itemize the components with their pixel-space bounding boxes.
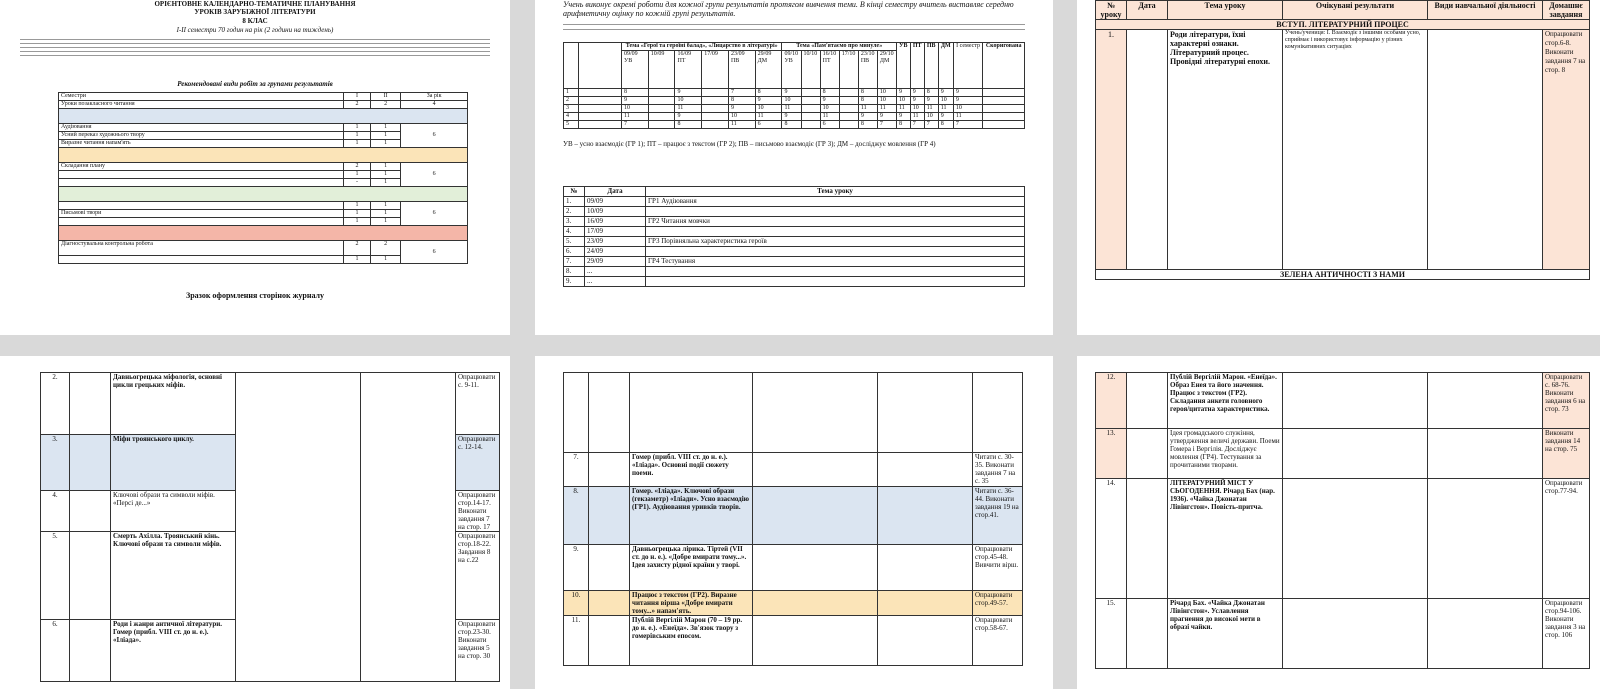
table-header: II	[370, 93, 400, 101]
page-2	[535, 0, 1053, 335]
lesson-topic: Давньогрецька міфологія, основні цикли грецьких міфів.	[111, 373, 236, 435]
homework: Опрацювати стор.6-8. Виконати завдання 7 на стор. 8	[1543, 30, 1590, 270]
page-5	[535, 356, 1053, 689]
table-row: 5. 23/09 ГР3 Порівняльна характеристика героїв	[564, 237, 1025, 247]
table-row: 7. 29/09 ГР4 Тестування	[564, 257, 1025, 267]
table-row: Усний переказ художнього твору	[59, 132, 344, 140]
homework: Опрацювати с. 9-11.	[456, 373, 500, 435]
table-row: Діагностувальна контрольна робота	[59, 241, 344, 256]
lesson-topic: Працює з текстом (ГР2). Виразне читання вірша «Добре вмирати тому...» напам'ять.	[630, 591, 753, 616]
page1-footer: Зразок оформлення сторінок журналу	[185, 291, 325, 300]
activities	[1428, 30, 1543, 270]
homework: Опрацювати с. 68-76. Виконати завдання 6 на стор. 73	[1543, 373, 1590, 429]
group-4-row	[59, 226, 468, 241]
group-1-row	[59, 109, 468, 124]
lesson-topic: Міфи троянського циклу.	[111, 435, 236, 491]
lesson-topic: Давньогрецька лірика. Тіртей (VII ст. до н. е.). «Добре вмирати тому...». Ідея захисту рідної країни у творі.	[630, 545, 753, 591]
expected-results: Учень/учениця: I. Взаємодіє з іншими особами усно, сприймає і використовує інформацію у різних комунікативних ситуаціях	[1283, 30, 1428, 270]
homework: Читати с. 36-44. Виконати завдання 19 на стор.41.	[973, 487, 1023, 545]
table-row: 4. 17/09	[564, 227, 1025, 237]
page1-semester: I-II семестри 70 годин на рік (2 години на тиждень)	[176, 26, 334, 34]
table-row: 2. 10/09	[564, 207, 1025, 217]
lesson-topic: Роди і жанри античної літератури. Гомер (прибл. VIII ст. до н. е.). «Іліада».	[111, 620, 236, 682]
table-header: I	[344, 93, 371, 101]
lesson-topic: Ідея громадського служіння, утвердження величі держави. Поеми Гомера і Вергілія. Досліджує мовлення (ГР4). Тестування за прочитаними творами.	[1168, 429, 1283, 479]
homework: Виконати завдання 14 на стор. 75	[1543, 429, 1590, 479]
page4-table: 2. Давньогрецька міфологія, основні цикли грецьких міфів. Опрацювати с. 9-11. 3. Міфи троянського циклу. Опрацювати с. 12-14. 4. Ключові образи та символи міфів. «Персі де...» Опрацювати стор.14-17. Виконати завдання 7 на стор. 17 5. Смерть Ахілла. Троянський кінь. Ключові образи та символи міфів. Опрацювати стор.18-22. Завдання 8 на с.22 6. Роди і жанри античної літератури. Гомер (прибл. VIII ст. до н. е.). «Іліада». Опрацювати стор.23-30. Виконати завдання 5 на стор. 30	[40, 372, 500, 682]
table-row: 1. 09/09 ГР1 Аудіювання	[564, 197, 1025, 207]
lesson-topic: Публій Вергілій Марон (70 – 19 рр. до н. е.). «Енеїда». Зв'язок твору з гомерівським епосом.	[630, 616, 753, 666]
page-4	[0, 356, 510, 689]
page2-intro: Учень виконує окремі роботи для кожної групи результатів протягом вивчення теми. В кінці семестру вчитель виставляє середню арифметичну оцінку по кожній групі результатів.	[563, 0, 1014, 18]
lesson-topic: Ключові образи та символи міфів. «Персі де...»	[111, 491, 236, 532]
lesson-topic: Річард Бах. «Чайка Джонатан Лівінгстон». Уславлення прагнення до високої мети в образі чайки.	[1168, 599, 1283, 669]
homework: Опрацювати стор.45-48. Вивчити вірш.	[973, 545, 1023, 591]
section-heading: ЗЕЛЕНА АНТИЧНОСТІ З НАМИ	[1096, 270, 1590, 280]
table-row: Уроки позакласного читання	[59, 101, 344, 109]
page1-grade: 8 КЛАС	[242, 17, 268, 25]
homework: Читати с. 30-35. Виконати завдання 7 на с. 35	[973, 453, 1023, 487]
table-row: 6. 24/09	[564, 247, 1025, 257]
table-row: 3. 16/09 ГР2 Читання мовчки	[564, 217, 1025, 227]
page2-legend: УВ – усно взаємодіє (ГР 1); ПТ – працює з текстом (ГР 2); ПВ – письмово взаємодіє (ГР 3); ДМ – досліджує мовлення (ГР 4)	[563, 140, 936, 148]
lesson-topic: Роди літератури, їхні характерні ознаки. Літературний процес. Провідні літературні епохи.	[1168, 30, 1283, 270]
page2-grade-table: Тема «Герої та героїні балад», «Лицарство в літературі» Тема «Пам'ятаємо про минуле» УВ ПТ ПВ ДМ I семестр Скоригована 09/09 УВ 10/09 16/09 ПТ 17/09 23/09 ПВ 29/09 ДМ 09/10 УВ 10/10 16/10 ПТ 17/10 23/10 ПВ 29/10 ДМ 1 8 9 7 8 9 8 8 10 9 9 8 9 9 2 9 10 8 9 10 9 8 10 10 9 9 10 9 3 10 11 9 10 11 10 11 11 11 10 11 11 10 4 11 9 10 11 9 11 9 9 9 11 10 9 11 5 7 8 11 6 8 6 8 7 8 7 7 8 7	[563, 42, 1025, 129]
homework: Опрацювати стор.58-67.	[973, 616, 1023, 666]
homework: Опрацювати стор.77-94.	[1543, 479, 1590, 599]
page1-table: Семестри I II За рік Уроки позакласного читання 2 2 4 Аудіювання 1 1 6 Усний переказ художнього твору 1 1 Виразне читання напам'ять 1 1 Складання плану 2 1 6 1 1 - 1 1 1 6 Письмові твори 1 1 1 1 Діагностувальна контрольна робота 2 2 6 1 1	[58, 92, 468, 264]
table-header: За рік	[401, 93, 468, 101]
lesson-topic: ЛІТЕРАТУРНИЙ МІСТ У СЬОГОДЕННЯ. Річард Бах (нар. 1936). «Чайка Джонатан Лівінгстон». Повість-притча.	[1168, 479, 1283, 599]
table-row: 9. ...	[564, 277, 1025, 287]
page6-table: 12. Публій Вергілій Марон. «Енеїда». Образ Енея та його значення. Працює з текстом (ГР2). Складання анкети головного героя/цитатна характеристика. Опрацювати с. 68-76. Виконати завдання 6 на стор. 73 13. Ідея громадського служіння, утвердження величі держави. Поеми Гомера і Вергілія. Досліджує мовлення (ГР4). Тестування за прочитаними творами. Виконати завдання 14 на стор. 75 14. ЛІТЕРАТУРНИЙ МІСТ У СЬОГОДЕННЯ. Річард Бах (нар. 1936). «Чайка Джонатан Лівінгстон». Повість-притча. Опрацювати стор.77-94. 15. Річард Бах. «Чайка Джонатан Лівінгстон». Уславлення прагнення до високої мети в образі чайки. Опрацювати стор.94-106. Виконати завдання 3 на стор. 106	[1095, 372, 1590, 669]
section-heading: ВСТУП. ЛІТЕРАТУРНИЙ ПРОЦЕС	[1096, 20, 1590, 30]
page2-lesson-table: № Дата Тема уроку 1. 09/09 ГР1 Аудіювання 2. 10/09 3. 16/09 ГР2 Читання мовчки 4. 17/09 5. 23/09 ГР3 Порівняльна характеристика героїв 6. 24/09 7. 29/09 ГР4 Тестування 8. ... 9. ...	[563, 186, 1025, 287]
page1-title-1: ОРІЄНТОВНЕ КАЛЕНДАРНО-ТЕМАТИЧНЕ ПЛАНУВАННЯ	[154, 0, 356, 8]
page-3	[1077, 0, 1600, 335]
homework: Опрацювати стор.14-17. Виконати завдання 7 на стор. 17	[456, 491, 500, 532]
page1-title-2: УРОКІВ ЗАРУБІЖНОЇ ЛІТЕРАТУРИ	[194, 8, 316, 16]
page1-rec-heading: Рекомендовані види робіт за групами результатів	[177, 80, 333, 88]
table-header: Семестри	[59, 93, 344, 101]
group-2-row	[59, 148, 468, 163]
table-row: 8. ...	[564, 267, 1025, 277]
table-row: Складання плану	[59, 163, 344, 171]
page-1	[0, 0, 510, 335]
lesson-topic: Гомер (прибл. VIII ст. до н. е.). «Іліада». Основні події сюжету поеми.	[630, 453, 753, 487]
table-row: Виразне читання напам'ять	[59, 140, 344, 148]
page-6	[1077, 356, 1600, 689]
homework: Опрацювати стор.23-30. Виконати завдання 5 на стор. 30	[456, 620, 500, 682]
lesson-topic: Смерть Ахілла. Троянський кінь. Ключові образи та символи міфів.	[111, 532, 236, 620]
page5-table: 7. Гомер (прибл. VIII ст. до н. е.). «Іліада». Основні події сюжету поеми. Читати с. 30-35. Виконати завдання 7 на с. 35 8. Гомер. «Іліада». Ключові образи (гекзаметр) «Іліади». Усно взаємодію (ГР1). Аудіювання уривків творів. Читати с. 36-44. Виконати завдання 19 на стор.41. 9. Давньогрецька лірика. Тіртей (VII ст. до н. е.). «Добре вмирати тому...». Ідея захисту рідної країни у творі. Опрацювати стор.45-48. Вивчити вірш. 10. Працює з текстом (ГР2). Виразне читання вірша «Добре вмирати тому...» напам'ять. Опрацювати стор.49-57. 11. Публій Вергілій Марон (70 – 19 рр. до н. е.). «Енеїда». Зв'язок твору з гомерівським епосом. Опрацювати стор.58-67.	[563, 372, 1023, 666]
homework: Опрацювати с. 12-14.	[456, 435, 500, 491]
homework: Опрацювати стор.18-22. Завдання 8 на с.22	[456, 532, 500, 620]
homework: Опрацювати стор.94-106. Виконати завдання 3 на стор. 106	[1543, 599, 1590, 669]
page3-table: № уроку Дата Тема уроку Очікувані результати Види навчальної діяльності Домашнє завдання ВСТУП. ЛІТЕРАТУРНИЙ ПРОЦЕС 1. Роди літератури, їхні характерні ознаки. Літературний процес. Провідні літературні епохи. Учень/учениця: I. Взаємодіє з іншими особами усно, сприймає і використовує інформацію у різних комунікативних ситуаціях Опрацювати стор.6-8. Виконати завдання 7 на стор. 8 ЗЕЛЕНА АНТИЧНОСТІ З НАМИ	[1095, 0, 1590, 280]
lesson-topic: Гомер. «Іліада». Ключові образи (гекзаметр) «Іліади». Усно взаємодію (ГР1). Аудіювання уривків творів.	[630, 487, 753, 545]
page1-description	[20, 36, 490, 76]
table-row: Аудіювання	[59, 124, 344, 132]
table-row: Письмові твори	[59, 210, 344, 218]
homework: Опрацювати стор.49-57.	[973, 591, 1023, 616]
col-topic-2: Тема «Пам'ятаємо про минуле»	[782, 43, 897, 51]
lesson-topic: Публій Вергілій Марон. «Енеїда». Образ Енея та його значення. Працює з текстом (ГР2). Складання анкети головного героя/цитатна характеристика.	[1168, 373, 1283, 429]
page2-intro-continued	[563, 20, 1025, 34]
col-topic-1: Тема «Герої та героїні балад», «Лицарство в літературі»	[622, 43, 782, 51]
group-3-row	[59, 187, 468, 202]
